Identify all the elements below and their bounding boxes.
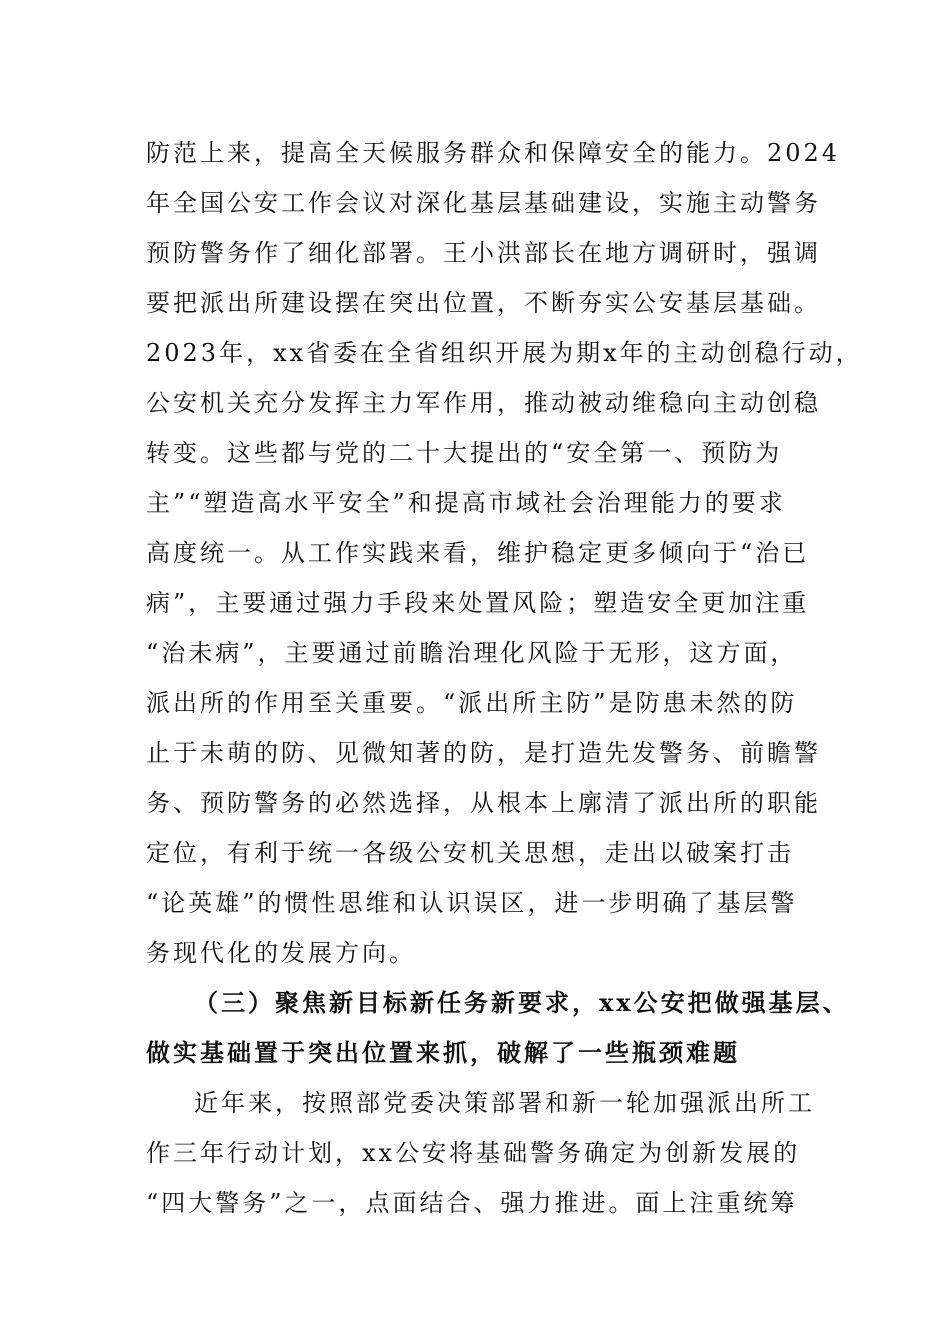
text-line: 派出所的作用至关重要。“派出所主防”是防患未然的防 [146,689,798,717]
text-line: 务、预防警务的必然选择，从根本上廓清了派出所的职能 [146,789,821,817]
text-line: 2023年，xx省委在全省组织开展为期x年的主动创稳行动， [146,339,863,367]
text-line: 主”“塑造高水平安全”和提高市域社会治理能力的要求 [146,489,786,517]
text-line: 作三年行动计划，xx公安将基础警务确定为创新发展的 [146,1139,801,1167]
text-line: 防范上来，提高全天候服务群众和保障安全的能力。2024 [146,139,841,167]
text-line: 公安机关充分发挥主力军作用，推动被动维稳向主动创稳 [146,389,821,417]
text-line: 止于未萌的防、见微知著的防，是打造先发警务、前瞻警 [146,739,821,767]
text-line: 高度统一。从工作实践来看，维护稳定更多倾向于“治已 [146,539,810,567]
section-heading-line: （三）聚焦新目标新任务新要求，xx公安把做强基层、 [194,988,850,1017]
text-line: 要把派出所建设摆在突出位置，不断夯实公安基层基础。 [146,289,821,317]
text-line: 转变。这些都与党的二十大提出的“安全第一、预防为 [146,439,783,467]
text-line: “治未病”，主要通过前瞻治理化风险于无形，这方面， [146,639,798,667]
text-line: 务现代化的发展方向。 [146,939,416,967]
body-text [146,128,863,1228]
text-line: 预防警务作了细化部署。王小洪部长在地方调研时，强调 [146,239,821,267]
text-line: 年全国公安工作会议对深化基层基础建设，实施主动警务 [146,189,821,217]
text-line: “论英雄”的惯性思维和认识误区，进一步明确了基层警 [146,889,798,917]
text-line: 近年来，按照部党委决策部署和新一轮加强派出所工 [194,1089,815,1117]
text-line: 定位，有利于统一各级公安机关思想，走出以破案打击 [146,839,794,867]
text-line: 病”，主要通过强力手段来处置风险；塑造安全更加注重 [146,589,810,617]
section-heading-line: 做实基础置于突出位置来抓，破解了一些瓶颈难题 [146,1038,740,1067]
text-line: “四大警务”之一，点面结合、强力推进。面上注重统筹 [146,1189,798,1217]
